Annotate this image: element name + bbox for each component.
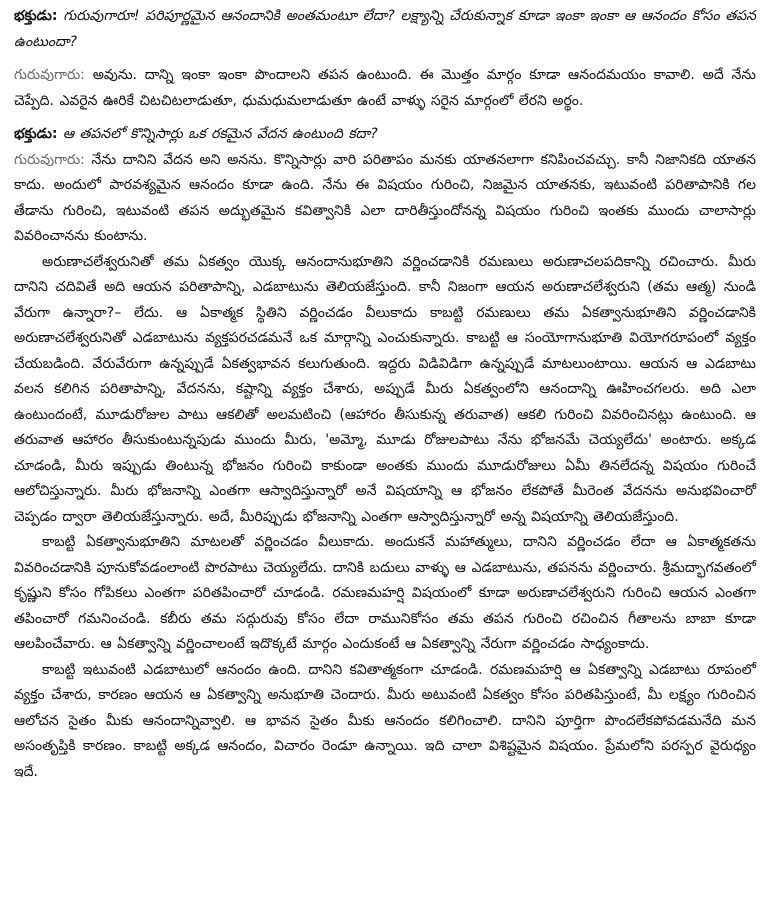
question-1-text: గురువుగారూ! పరిపూర్ణమైన ఆనందానికి అంతమంటూ లేదా? లక్ష్యాన్ని చేరుకున్నాక కూడా ఇంకా ఇంకా ఆ ఆనందం కోసం తపన ఉంటుందా? [14, 8, 756, 50]
paragraph-3: అరుణాచలేశ్వరునితో తమ ఏకత్వం యొక్క ఆనందానుభూతిని వర్ణించడానికి రమణులు అరుణాచలపదికాన్ని రచించారు. మీరు దానిని చదివితే అది ఆయన పరితాపాన్ని, ఎడబాటును తెలియజేస్తుంది. కానీ నిజంగా ఆయన అరుణాచలేశ్వరుని (తమ ఆత్మ) నుండి వేరుగా ఉన్నారా?– లేదు. ఆ ఏకాత్మక స్థితిని వర్ణించడం వీలుకాదు కాబట్టి రమణులు తమ ఏకత్వానుభూతిని వర్ణించడానికి అరుణాచలేశ్వరునితో ఎడబాటును వ్యక్తపరచడమనే ఒక మార్గాన్ని ఎంచుకున్నారు. కాబట్టి ఆ సంయోగానుభూతి వియోగరూపంలో వ్యక్తం చేయబడింది. వేరువేరుగా ఉన్నప్పుడే ఏకత్వభావన కలుగుతుంది. ఇద్దరు విడివిడిగా ఉన్నప్పుడే మాటలుంటాయి. ఆయన ఆ ఎడబాటు వలన కలిగిన పరితాపాన్ని, వేదనను, కష్టాన్ని వ్యక్తం చేశారు, అప్పుడే మీరు ఏకత్వంలోని ఆనందాన్ని ఊహించగలరు. అది ఎలా ఉంటుందంటే, మూడురోజుల పాటు ఆకలితో అలమటించి (ఆహారం తీసుకున్న తరువాత) ఆకలి గురించి వివరించినట్లు ఉంటుంది. ఆ తరువాత ఆహారం తీసుకుంటున్నపుడు ముందు మీరు, 'అమ్మో, మూడు రోజులపాటు నేను భోజనమే చెయ్యలేదు' అంటారు. అక్కడ చూడండి, మీరు ఇప్పుడు తింటున్న భోజనం గురించి కాకుండా అంతకు ముందు మూడురోజులు ఏమీ తినలేదన్న విషయం గురించే ఆలోచిస్తున్నారు. మీరు భోజనాన్ని ఎంతగా ఆస్వాదిస్తున్నారో అనే విషయాన్ని ఆ భోజనం లేకపోతే మీరెంత వేదనను అనుభవించారో చెప్పడం ద్వారా తెలియజేస్తున్నారు. అదే, మీరిప్పుడు భోజనాన్ని ఎంతగా ఆస్వాదిస్తున్నారో అన్న విషయాన్ని తెలియజేస్తుంది. [14, 253, 756, 525]
question-2 [14, 122, 756, 148]
question-2-text: ఆ తపనలో కొన్నిసార్లు ఒక రకమైన వేదన ఉంటుంది కదా? [62, 126, 378, 142]
answer-1 [14, 63, 756, 114]
paragraph-4: కాబట్టి ఏకత్వానుభూతిని మాటలతో వర్ణించడం వీలుకాదు. అందుకనే మహాత్ములు, దానిని వర్ణించడం లేదా ఆ ఏకాత్మకతను వివరించడానికి పూనుకోవడంలాంటి పొరపాటు చెయ్యలేదు. దానికి బదులు వాళ్ళు ఆ ఎడబాటును, తపనను వర్ణించారు. శ్రీమద్భాగవతంలో కృష్ణుని కోసం గోపికలు ఎంతగా పరితపించారో చూడండి. రమణమహర్షి విషయంలో కూడా అరుణాచలేశ్వరుని గురించి ఆయన ఎంతగా తపించారో గమనించండి. కబీరు తమ సద్గురువు కోసం లేదా రామునికోసం తమ తపన గురించి రచించిన గీతాలను బాబా కూడా ఆలపించేవారు. ఆ ఏకత్వాన్ని వర్ణించాలంటే ఇదొక్కటే మార్గం ఎందుకంటే ఆ ఏకత్వాన్ని నేరుగా వర్ణించడం సాధ్యంకాదు. [14, 534, 756, 652]
question-1 [14, 4, 756, 55]
paragraph-5: కాబట్టి ఇటువంటి ఎడబాటులో ఆనందం ఉంది. దానిని కవితాత్మకంగా చూడండి. రమణమహర్షి ఆ ఏకత్వాన్ని ఎడబాటు రూపంలో వ్యక్తం చేశారు, కారణం ఆయన ఆ ఏకత్వాన్ని అనుభూతి చెందారు. మీరు అటువంటి ఏకత్వం కోసం పరితపిస్తుంటే, మీ లక్ష్యం గురించిన ఆలోచన సైతం మీకు ఆనందాన్నివ్వాలి. ఆ భావన సైతం మీకు ఆనందం కలిగించాలి. దానిని పూర్తిగా పొందలేకపోవడమనేది మన అసంతృప్తికి కారణం. కాబట్టి అక్కడ ఆనందం, విచారం రెండూ ఉన్నాయి. ఇది చాలా విశిష్టమైన విషయం. ప్రేమలోని పరస్పర వైరుధ్యం ఇదే. [14, 661, 756, 780]
answer-2 [14, 148, 756, 250]
speaker-devotee: భక్తుడు: [14, 126, 58, 142]
answer-1-text: అవును. దాన్ని ఇంకా ఇంకా పొందాలని తపన ఉంటుంది. ఈ మొత్తం మార్గం కూడా ఆనందమయం కావాలి. అదే నేను చెప్పేది. ఎవరైన ఊరికే చిటచిటలాడుతూ, ధుమధుమలాడుతూ ఉంటే వాళ్ళు సరైన మార్గంలో లేరని అర్థం. [14, 67, 757, 109]
answer-2-text: నేను దానిని వేదన అని అనను. కొన్నిసార్లు వారి పరితాపం మనకు యాతనలాగా కనిపించవచ్చు. కానీ నిజానికది యాతన కాదు. అందులో పారవశ్యమైన ఆనందం కూడా ఉంది. నేను ఈ విషయం గురించి, నిజమైన యాతనకు, ఇటువంటి పరితాపానికి గల తేడాను గురించి, ఇటువంటి తపన అద్భుతమైన కవిత్వానికి ఎలా దారితీస్తుందోనన్న విషయం గురించి ఇంతకు ముందు చాలాసార్లు వివరించానను కుంటాను. [14, 151, 757, 244]
speaker-guru: గురువుగారు: [14, 67, 85, 83]
speaker-guru: గురువుగారు: [14, 151, 85, 168]
speaker-devotee: భక్తుడు: [14, 8, 58, 24]
